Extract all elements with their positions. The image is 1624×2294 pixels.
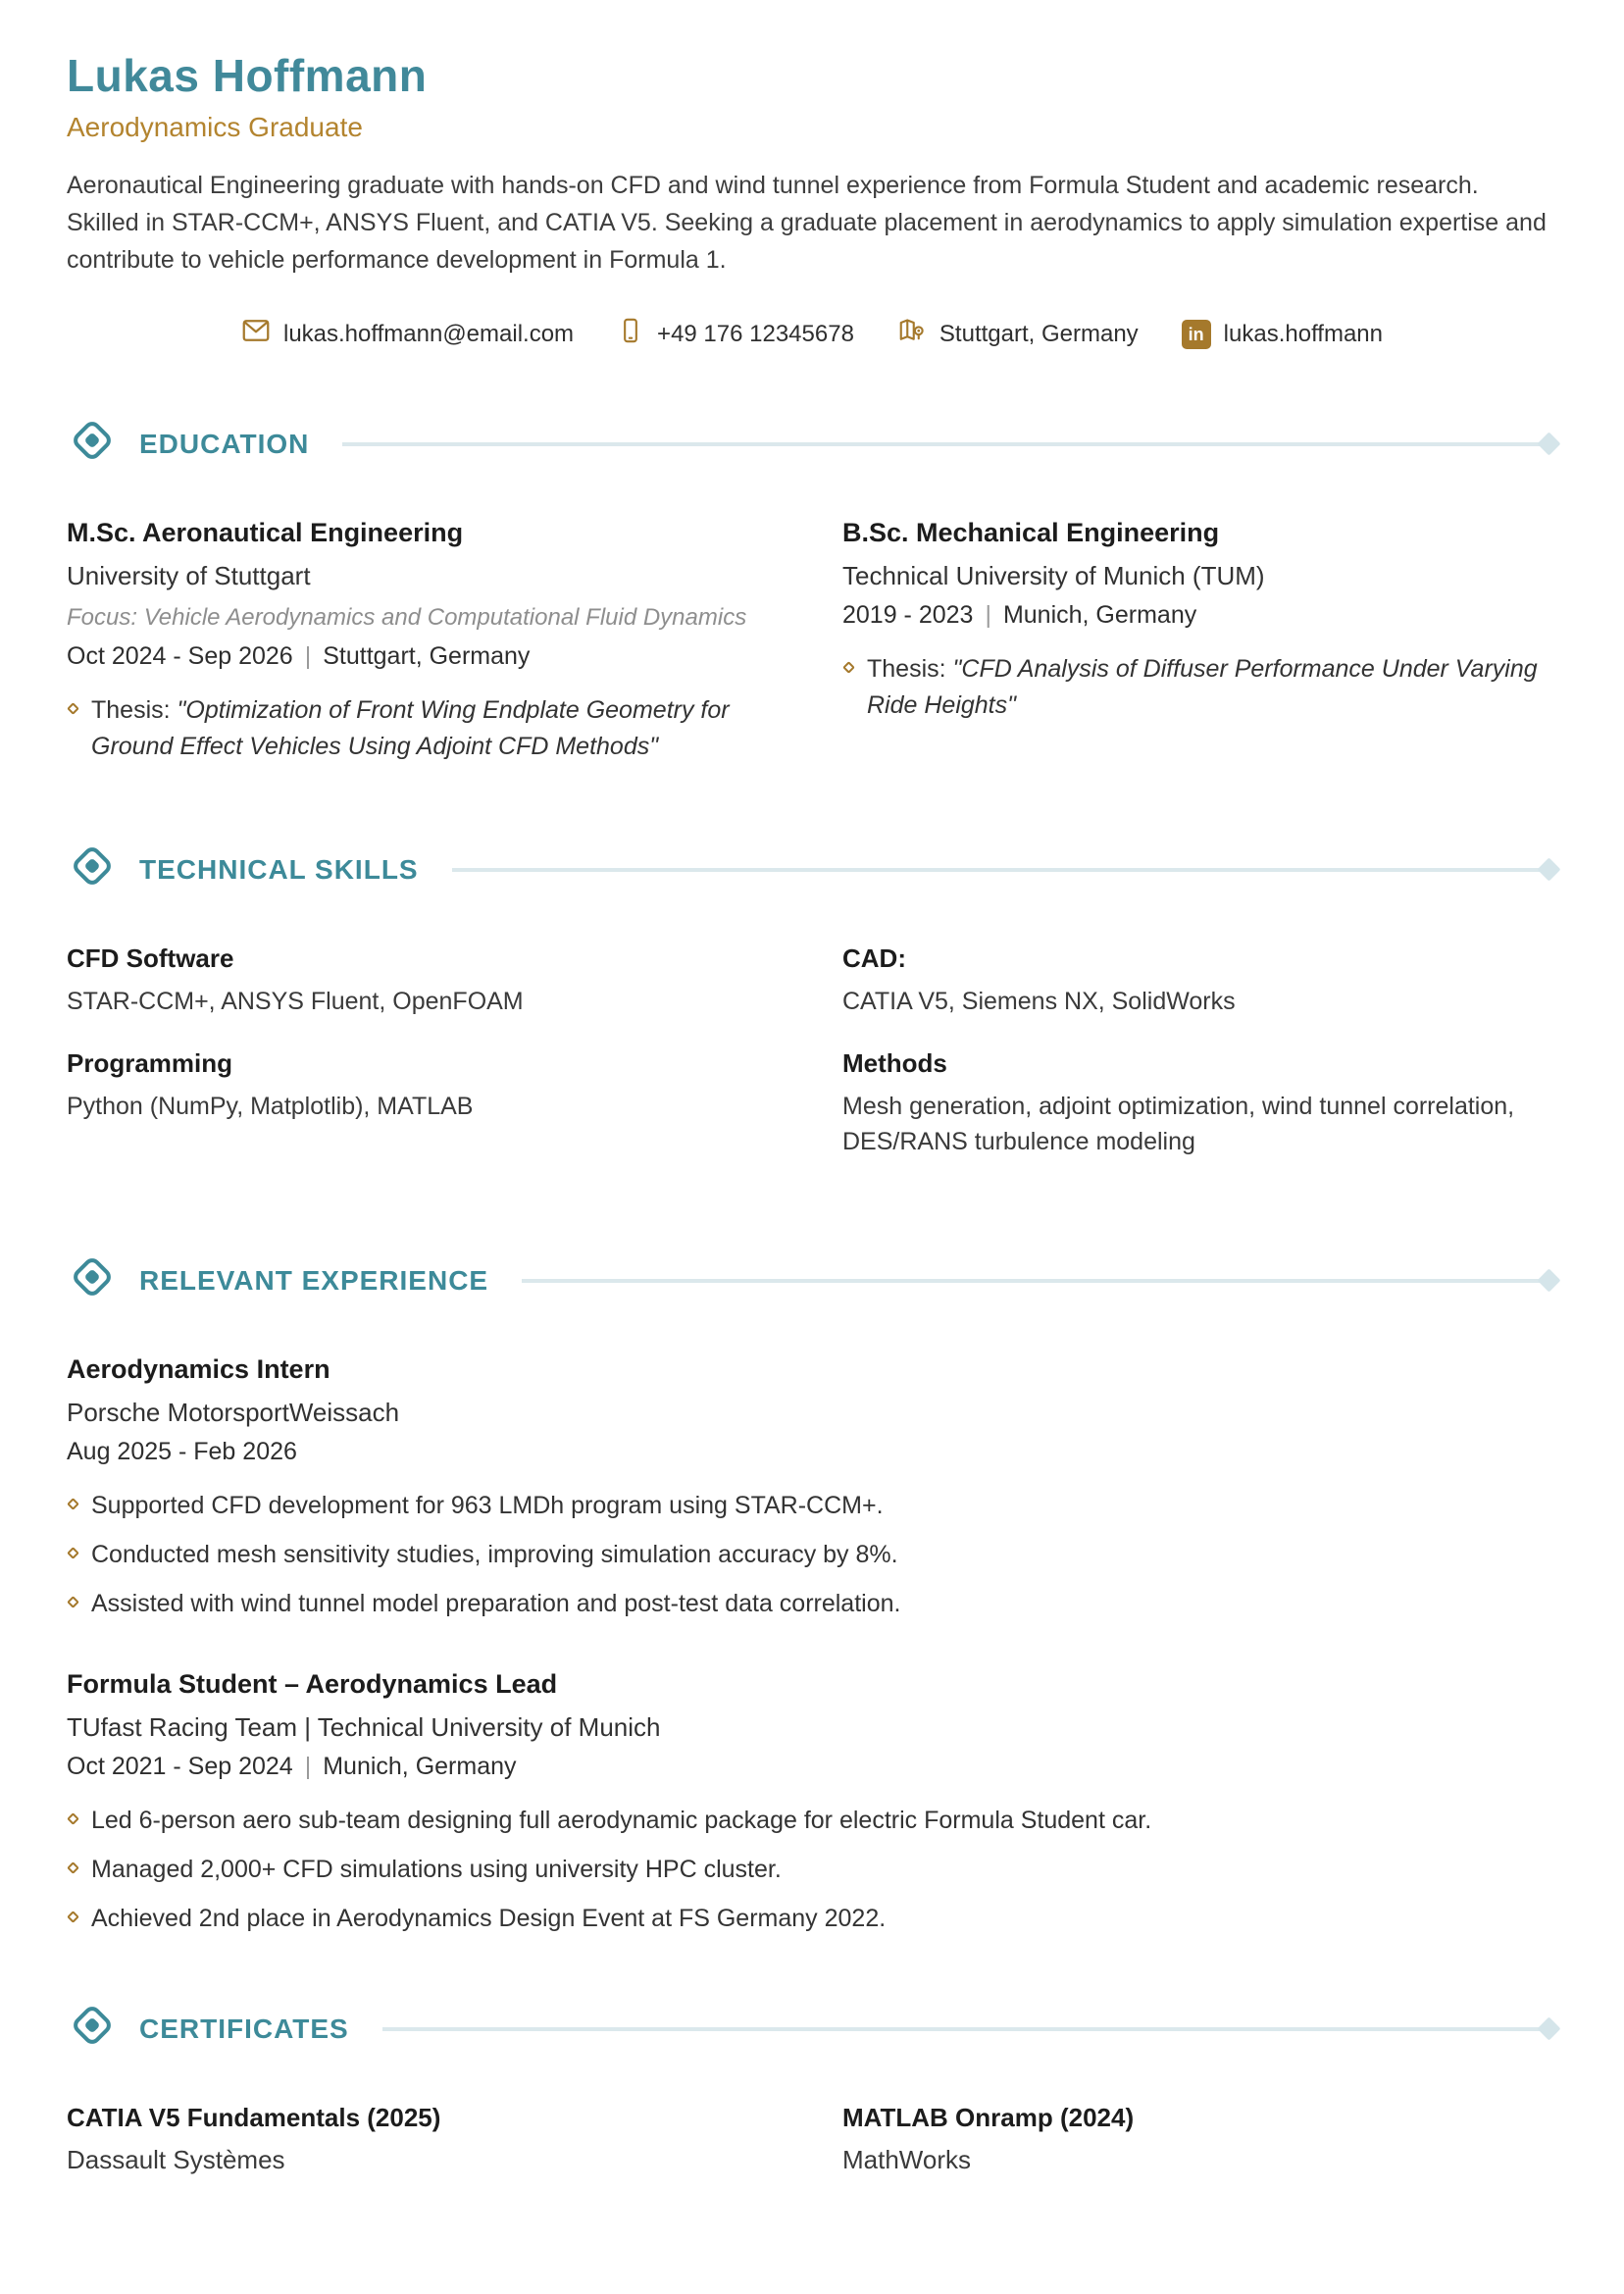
school-name: Technical University of Munich (TUM) [842, 561, 1265, 590]
skill-label: CFD Software [67, 943, 234, 973]
experience-bullet [67, 1901, 1557, 1937]
bullet-diamond-icon [67, 1596, 79, 1608]
section-experience [67, 1249, 1557, 1937]
skill-value: Mesh generation, adjoint optimization, wind tunnel correlation, DES/RANS turbulence modeling [842, 1093, 1515, 1155]
degree-title: M.Sc. Aeronautical Engineering [67, 518, 464, 547]
bullet-diamond-icon [67, 702, 79, 715]
certificate-item [67, 2103, 782, 2175]
bullet-text: Managed 2,000+ CFD simulations using university HPC cluster. [91, 1856, 782, 1883]
contact-email-text: lukas.hoffmann@email.com [282, 320, 575, 347]
dates: 2019 - 2023 [842, 601, 974, 629]
date-location-row [67, 1753, 1557, 1781]
dates: Oct 2024 - Sep 2026 [67, 642, 293, 670]
bullet-diamond-icon [67, 1911, 79, 1923]
certificate-name: CATIA V5 Fundamentals (2025) [67, 2103, 441, 2132]
section-rule [342, 435, 1557, 452]
linkedin-icon: in [1182, 320, 1211, 349]
certificate-issuer: Dassault Systèmes [67, 2145, 285, 2174]
skill-group [842, 1048, 1557, 1159]
experience-bullet [67, 1537, 1557, 1573]
pipe-separator: | [985, 601, 991, 629]
experience-bullets [67, 1488, 1557, 1622]
education-header [67, 413, 1557, 475]
rule-end-diamond-icon [1537, 857, 1560, 881]
skill-label: Methods [842, 1048, 947, 1078]
date-location-row [842, 601, 1557, 630]
organization: TUfast Racing Team | Technical University of Munich [67, 1712, 661, 1742]
date-location-row [67, 642, 782, 671]
resume-header [67, 49, 1557, 352]
bullet-text: Achieved 2nd place in Aerodynamics Design Event at FS Germany 2022. [91, 1905, 887, 1932]
diamond-section-icon [67, 1998, 118, 2060]
experience-header [67, 1249, 1557, 1311]
skill-group [842, 943, 1557, 1019]
section-rule [522, 1272, 1557, 1289]
contact-linkedin[interactable] [1182, 320, 1383, 349]
focus-line: Focus: Vehicle Aerodynamics and Computational Fluid Dynamics [67, 604, 747, 631]
bullet-diamond-icon [67, 1812, 79, 1825]
email-icon [241, 316, 271, 352]
person-job-title: Aerodynamics Graduate [67, 112, 363, 142]
experience-bullet [67, 1803, 1557, 1839]
dates: Aug 2025 - Feb 2026 [67, 1438, 297, 1465]
pipe-separator: | [304, 1753, 312, 1780]
contact-phone[interactable] [617, 317, 854, 351]
bullet-diamond-icon [842, 661, 855, 674]
rule-end-diamond-icon [1537, 1268, 1560, 1292]
location: Stuttgart, Germany [323, 642, 531, 670]
section-education [67, 413, 1557, 778]
certificates-title: CERTIFICATES [139, 2013, 349, 2044]
contact-row [67, 316, 1557, 352]
section-rule [382, 2020, 1557, 2037]
bullet-text: Conducted mesh sensitivity studies, improving simulation accuracy by 8%. [91, 1541, 898, 1568]
location: Munich, Germany [1002, 601, 1197, 629]
location: Munich, Germany [323, 1753, 517, 1780]
bullet-text: Led 6-person aero sub-team designing full aerodynamic package for electric Formula Student car. [91, 1807, 1152, 1834]
map-pin-icon [897, 316, 927, 352]
experience-title: RELEVANT EXPERIENCE [139, 1264, 489, 1296]
bullet-diamond-icon [67, 1547, 79, 1559]
certificate-name: MATLAB Onramp (2024) [842, 2103, 1135, 2132]
bullet-text: Assisted with wind tunnel model preparation and post-test data correlation. [91, 1590, 901, 1617]
dates: Oct 2021 - Sep 2024 [67, 1753, 293, 1780]
education-title: EDUCATION [139, 428, 310, 459]
rule-end-diamond-icon [1537, 2016, 1560, 2040]
bullet-diamond-icon [67, 1498, 79, 1510]
school-name: University of Stuttgart [67, 561, 311, 590]
skill-value: Python (NumPy, Matplotlib), MATLAB [67, 1093, 474, 1120]
skills-column-right [842, 943, 1557, 1189]
section-skills [67, 839, 1557, 1189]
certificate-item [842, 2103, 1557, 2175]
skill-value: STAR-CCM+, ANSYS Fluent, OpenFOAM [67, 988, 524, 1015]
certificate-issuer: MathWorks [842, 2145, 971, 2174]
pipe-separator: | [304, 642, 312, 670]
skill-group [67, 1048, 782, 1124]
degree-title: B.Sc. Mechanical Engineering [842, 518, 1220, 547]
contact-email[interactable] [241, 316, 574, 352]
person-name: Lukas Hoffmann [67, 50, 428, 101]
skill-label: Programming [67, 1048, 233, 1078]
experience-bullet [67, 1586, 1557, 1622]
phone-icon [617, 317, 644, 351]
skill-group [67, 943, 782, 1019]
section-certificates [67, 1998, 1557, 2175]
skills-title: TECHNICAL SKILLS [139, 853, 419, 885]
skills-header [67, 839, 1557, 900]
bullet-text: Supported CFD development for 963 LMDh program using STAR-CCM+. [91, 1492, 884, 1519]
skills-column-left [67, 943, 782, 1189]
bullet-diamond-icon [67, 1861, 79, 1874]
contact-location [897, 316, 1139, 352]
diamond-section-icon [67, 1249, 118, 1311]
skill-label: CAD: [842, 943, 906, 973]
summary-paragraph: Aeronautical Engineering graduate with hands-on CFD and wind tunnel experience from Formula Student and academic research. Skilled in STAR-CCM+, ANSYS Fluent, and CATIA V5. Seeking a graduate placement in aerodynamics to apply simulation expertise and contribute to vehicle performance development in Formula 1. [67, 172, 1547, 274]
role-title: Aerodynamics Intern [67, 1354, 330, 1384]
diamond-section-icon [67, 839, 118, 900]
experience-bullet [67, 1488, 1557, 1524]
role-title: Formula Student – Aerodynamics Lead [67, 1669, 558, 1699]
education-item [842, 518, 1557, 778]
thesis-text: Thesis: "CFD Analysis of Diffuser Performance Under Varying Ride Heights" [867, 655, 1538, 719]
experience-bullets [67, 1803, 1557, 1937]
thesis-text: Thesis: "Optimization of Front Wing Endplate Geometry for Ground Effect Vehicles Using Adjoint CFD Methods" [91, 696, 730, 760]
date-row [67, 1438, 1557, 1466]
contact-phone-text: +49 176 12345678 [657, 320, 854, 347]
thesis-bullet [67, 692, 782, 765]
rule-end-diamond-icon [1537, 432, 1560, 455]
certificates-header [67, 1998, 1557, 2060]
organization: Porsche MotorsportWeissach [67, 1398, 400, 1427]
contact-linkedin-text: lukas.hoffmann [1223, 320, 1383, 347]
education-item [67, 518, 782, 778]
experience-bullet [67, 1852, 1557, 1888]
skill-value: CATIA V5, Siemens NX, SolidWorks [842, 988, 1236, 1015]
experience-item [67, 1669, 1557, 1937]
experience-item [67, 1354, 1557, 1622]
thesis-bullet [842, 651, 1557, 724]
diamond-section-icon [67, 413, 118, 475]
contact-location-text: Stuttgart, Germany [939, 320, 1139, 347]
section-rule [452, 861, 1557, 878]
